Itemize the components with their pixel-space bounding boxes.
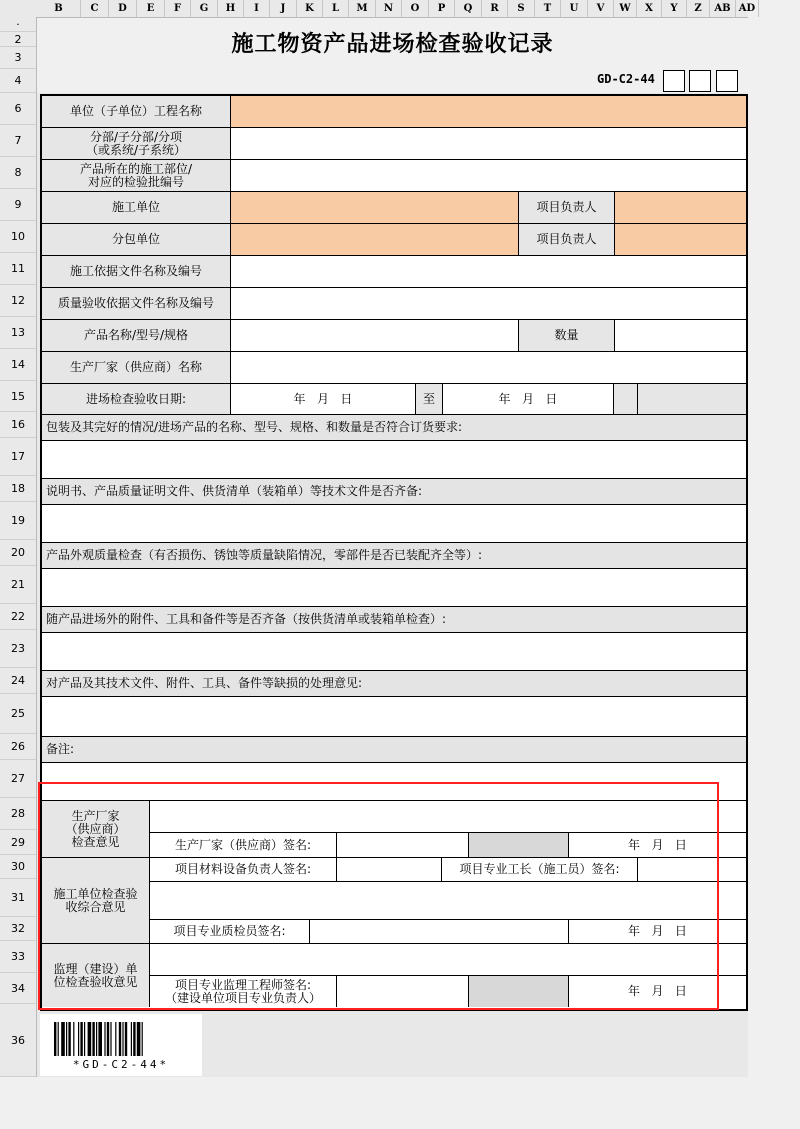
row-header[interactable]: 22 <box>0 604 36 630</box>
column-header[interactable]: N <box>376 0 402 17</box>
form-code: GD-C2-44 <box>597 72 655 86</box>
contractor-label: 施工单位 <box>42 192 231 224</box>
barcode-text: *GD-C2-44* <box>72 1058 170 1071</box>
barcode-bar <box>78 1022 79 1056</box>
row-header[interactable]: 29 <box>0 830 36 855</box>
row-header[interactable]: 10 <box>0 221 36 253</box>
column-header[interactable]: V <box>588 0 614 17</box>
barcode-bar <box>131 1022 132 1056</box>
column-header[interactable]: W <box>614 0 637 17</box>
quantity-label: 数量 <box>519 320 615 352</box>
row-header[interactable]: 17 <box>0 438 36 476</box>
column-header[interactable]: M <box>349 0 376 17</box>
subcontractor-label: 分包单位 <box>42 224 231 256</box>
documents-check-field[interactable] <box>42 505 746 543</box>
row-header[interactable]: 15 <box>0 381 36 412</box>
column-header[interactable]: G <box>191 0 218 17</box>
row-header[interactable]: 6 <box>0 93 36 125</box>
quality-basis-label: 质量验收依据文件名称及编号 <box>42 288 231 320</box>
row-header[interactable]: 27 <box>0 760 36 798</box>
qc-sign-field[interactable] <box>310 920 569 944</box>
column-header[interactable]: AB <box>710 0 736 17</box>
column-header[interactable]: B <box>37 0 81 17</box>
column-header[interactable]: J <box>270 0 297 17</box>
column-header[interactable]: S <box>508 0 535 17</box>
handling-opinion-field[interactable] <box>42 697 746 737</box>
foreman-sign-label: 项目专业工长（施工员）签名: <box>442 858 638 882</box>
barcode-bar <box>66 1022 67 1056</box>
accessories-check-field[interactable] <box>42 633 746 671</box>
blank-cell <box>469 976 569 1007</box>
accessories-check-label: 随产品进场外的附件、工具和备件等是否齐备（按供货清单或装箱单检查）: <box>42 607 746 633</box>
row-header[interactable]: 21 <box>0 566 36 604</box>
barcode-bar <box>92 1022 94 1056</box>
barcode-bar <box>98 1022 102 1056</box>
inspection-form <box>40 94 748 1011</box>
manufacturer-label: 生产厂家（供应商）名称 <box>42 352 231 384</box>
row-header[interactable]: 3 <box>0 47 36 69</box>
project-manager-field[interactable] <box>615 192 746 224</box>
column-header[interactable]: X <box>637 0 662 17</box>
quantity-field[interactable] <box>615 320 746 352</box>
code-box-3[interactable] <box>716 70 738 92</box>
location-field[interactable] <box>231 160 746 192</box>
code-row <box>37 70 748 93</box>
barcode-bar <box>122 1022 123 1056</box>
row-header-bar <box>0 17 37 1077</box>
row-header[interactable]: 31 <box>0 879 36 917</box>
column-header[interactable]: T <box>535 0 561 17</box>
barcode-bar <box>68 1022 70 1056</box>
date-to-field[interactable]: 年 月 日 <box>443 384 614 415</box>
quality-basis-field[interactable] <box>231 288 746 320</box>
column-header-bar <box>0 0 756 18</box>
row-header[interactable]: 33 <box>0 941 36 973</box>
column-header[interactable]: Y <box>662 0 687 17</box>
blank-cell <box>614 384 638 415</box>
product-field[interactable] <box>231 320 519 352</box>
code-box-2[interactable] <box>689 70 711 92</box>
form-title: 施工物资产品进场检查验收记录 <box>37 18 748 70</box>
worksheet <box>37 18 748 1077</box>
barcode-bar <box>125 1022 127 1056</box>
subcontractor-field[interactable] <box>231 224 519 256</box>
column-header[interactable]: L <box>323 0 349 17</box>
subdivision-label: 分部/子分部/分项 （或系统/子系统） <box>42 128 231 160</box>
row-header[interactable]: 32 <box>0 917 36 941</box>
barcode-bar <box>115 1022 116 1056</box>
product-label: 产品名称/型号/规格 <box>42 320 231 352</box>
column-header[interactable]: H <box>218 0 244 17</box>
blank-cell <box>638 384 746 415</box>
date-from-field[interactable]: 年 月 日 <box>231 384 416 415</box>
engineer-sign-field[interactable] <box>337 976 469 1007</box>
remarks-field[interactable] <box>42 763 746 801</box>
contractor-opinion-field[interactable] <box>150 882 746 920</box>
manufacturer-date[interactable]: 年 月 日 <box>569 833 746 858</box>
row-header[interactable]: 12 <box>0 285 36 317</box>
column-header[interactable]: C <box>81 0 109 17</box>
column-header[interactable]: U <box>561 0 588 17</box>
code-box-1[interactable] <box>663 70 685 92</box>
row-header[interactable]: 2 <box>0 32 36 47</box>
row-header[interactable]: 8 <box>0 157 36 189</box>
project-name-field[interactable] <box>231 96 746 128</box>
row-header[interactable]: 24 <box>0 668 36 694</box>
packaging-check-field[interactable] <box>42 441 746 479</box>
barcode-bar <box>54 1022 56 1056</box>
row-header[interactable]: 11 <box>0 253 36 285</box>
location-label: 产品所在的施工部位/ 对应的检验批编号 <box>42 160 231 192</box>
row-header[interactable]: 4 <box>0 69 36 93</box>
inspection-date-label: 进场检查验收日期: <box>42 384 231 415</box>
row-header[interactable]: 25 <box>0 694 36 734</box>
row-header[interactable]: 20 <box>0 540 36 566</box>
manufacturer-sign-label: 生产厂家（供应商）签名: <box>150 833 337 858</box>
barcode-bars <box>54 1022 186 1056</box>
barcode-bar <box>58 1022 59 1056</box>
manufacturer-opinion-label: 生产厂家 （供应商） 检查意见 <box>42 801 150 858</box>
manufacturer-opinion-field[interactable] <box>150 801 746 833</box>
row-header[interactable]: 30 <box>0 855 36 879</box>
sub-manager-label: 项目负责人 <box>519 224 615 256</box>
row-header[interactable]: 26 <box>0 734 36 760</box>
barcode-bar <box>104 1022 105 1056</box>
barcode-bar <box>96 1022 97 1056</box>
column-header[interactable]: R <box>482 0 508 17</box>
row-header[interactable]: 18 <box>0 476 36 502</box>
qc-sign-label: 项目专业质检员签名: <box>150 920 310 944</box>
row-header[interactable]: 23 <box>0 630 36 668</box>
barcode-bar <box>119 1022 121 1056</box>
row-header[interactable]: 16 <box>0 412 36 438</box>
barcode-bar <box>107 1022 109 1056</box>
barcode-bar <box>110 1022 111 1056</box>
appearance-check-label: 产品外观质量检查（有否损伤、锈蚀等质量缺陷情况，零部件是否已装配齐全等）: <box>42 543 746 569</box>
sub-manager-field[interactable] <box>615 224 746 256</box>
contractor-date[interactable]: 年 月 日 <box>569 920 746 944</box>
packaging-check-label: 包装及其完好的情况/进场产品的名称、型号、规格、和数量是否符合订货要求: <box>42 415 746 441</box>
barcode-bar <box>88 1022 92 1056</box>
row-header[interactable]: 36 <box>0 1004 36 1077</box>
barcode <box>40 1014 202 1076</box>
column-header[interactable]: P <box>429 0 455 17</box>
construction-basis-field[interactable] <box>231 256 746 288</box>
handling-opinion-label: 对产品及其技术文件、附件、工具、备件等缺损的处理意见: <box>42 671 746 697</box>
column-header[interactable]: AD <box>736 0 759 17</box>
construction-basis-label: 施工依据文件名称及编号 <box>42 256 231 288</box>
row-header[interactable]: · <box>0 17 36 32</box>
documents-check-label: 说明书、产品质量证明文件、供货清单（装箱单）等技术文件是否齐备: <box>42 479 746 505</box>
row-header[interactable]: 14 <box>0 349 36 381</box>
barcode-bar <box>80 1022 82 1056</box>
column-header[interactable]: O <box>402 0 429 17</box>
column-header[interactable]: Q <box>455 0 482 17</box>
column-header[interactable]: Z <box>687 0 710 17</box>
row-header[interactable]: 13 <box>0 317 36 349</box>
barcode-bar <box>133 1022 135 1056</box>
barcode-bar <box>84 1022 85 1056</box>
manufacturer-field[interactable] <box>231 352 746 384</box>
column-header[interactable]: I <box>244 0 270 17</box>
foreman-sign-field[interactable] <box>638 858 746 882</box>
remarks-label: 备注: <box>42 737 746 763</box>
column-header[interactable]: D <box>109 0 137 17</box>
barcode-bar <box>73 1022 74 1056</box>
project-manager-label: 项目负责人 <box>519 192 615 224</box>
barcode-bar <box>61 1022 65 1056</box>
supervisor-opinion-field[interactable] <box>150 944 746 976</box>
column-header[interactable]: E <box>137 0 165 17</box>
row-header[interactable]: 28 <box>0 798 36 830</box>
column-header[interactable]: K <box>297 0 323 17</box>
manufacturer-sign-field[interactable] <box>337 833 469 858</box>
project-name-label: 单位（子单位）工程名称 <box>42 96 231 128</box>
row-header[interactable]: 34 <box>0 973 36 1004</box>
appearance-check-field[interactable] <box>42 569 746 607</box>
material-manager-sign-field[interactable] <box>337 858 442 882</box>
date-to-label: 至 <box>416 384 443 415</box>
blank-cell <box>469 833 569 858</box>
column-header[interactable]: F <box>165 0 191 17</box>
supervisor-date[interactable]: 年 月 日 <box>628 984 687 998</box>
contractor-opinion-label: 施工单位检查验 收综合意见 <box>42 858 150 944</box>
barcode-bar <box>142 1022 143 1056</box>
row-header[interactable]: 19 <box>0 502 36 540</box>
barcode-bar <box>137 1022 141 1056</box>
row-header[interactable]: 7 <box>0 125 36 157</box>
supervisor-opinion-label: 监理（建设）单 位检查验收意见 <box>42 944 150 1007</box>
contractor-field[interactable] <box>231 192 519 224</box>
subdivision-field[interactable] <box>231 128 746 160</box>
material-manager-sign-label: 项目材料设备负责人签名: <box>150 858 337 882</box>
row-header[interactable]: 9 <box>0 189 36 221</box>
engineer-sign-label: 项目专业监理工程师签名: （建设单位项目专业负责人） <box>150 976 337 1007</box>
